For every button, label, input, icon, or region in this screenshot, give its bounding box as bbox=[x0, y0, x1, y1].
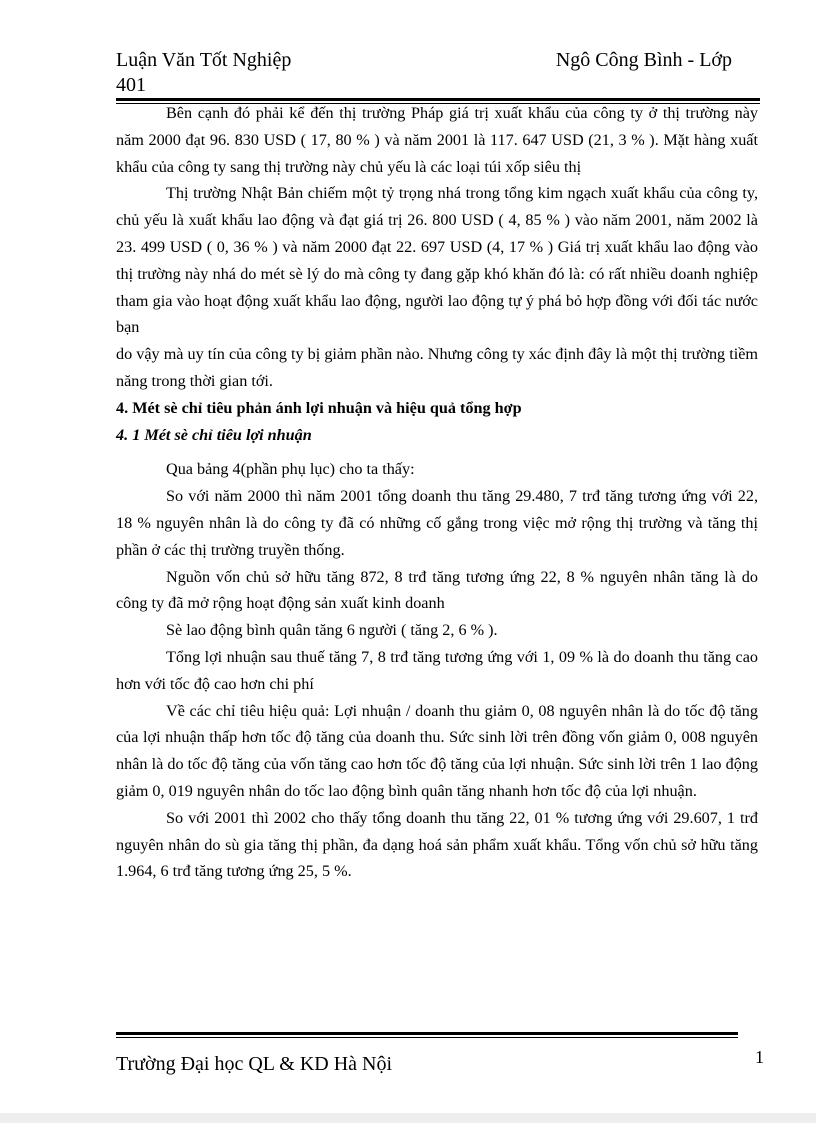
header-title: Luận Văn Tốt Nghiệp bbox=[116, 49, 292, 71]
document-body bbox=[116, 100, 758, 885]
paragraph-japan-market: Thị trường Nhật Bản chiếm một tỷ trọng nhá trong tổng kim ngạch xuất khẩu của công ty, chủ yếu là xuất khẩu lao động và đạt giá trị 26. 800 USD ( 4, 85 % ) vào năm 2001, năm 2002 là 23. 499 USD ( 0, 36 % ) và năm 2000 đạt 22. 697 USD (4, 17 % ) Giá trị xuất khẩu lao động vào thị trường này nhá do mét sè lý do mà công ty đang gặp khó khăn đó là: có rất nhiều doanh nghiệp tham gia vào hoạt động xuất khẩu lao động, người lao động tự ý phá bỏ hợp đồng với đối tác nước bạn bbox=[116, 184, 758, 337]
page-bottom-margin bbox=[0, 1113, 816, 1123]
paragraph-efficiency: Về các chỉ tiêu hiệu quả: Lợi nhuận / doanh thu giảm 0, 08 nguyên nhân là do tốc độ tăng của lợi nhuận thấp hơn tốc độ tăng của doanh thu. Sức sinh lời trên đồng vốn giảm 0, 008 nguyên nhân là do tốc độ tăng của vốn tăng cao hơn tốc độ tăng của lợi nhuận. Sức sinh lời trên 1 lao động giảm 0, 019 nguyên nhân do tốc lao động bình quân tăng nhanh hơn tốc độ của lợi nhuận. bbox=[116, 701, 758, 800]
paragraph-france-market: Bên cạnh đó phải kể đến thị trường Pháp giá trị xuất khẩu của công ty ở thị trường này năm 2000 đạt 96. 830 USD ( 17, 80 % ) và năm 2001 là 117. 647 USD (21, 3 % ). Mặt hàng xuất khẩu của công ty sang thị trường này chủ yếu là các loại túi xốp siêu thị bbox=[116, 104, 758, 176]
header-author: Ngô Công Bình - Lớp bbox=[555, 49, 732, 71]
paragraph-japan-continuation: do vậy mà uy tín của công ty bị giảm phần nào. Nhưng công ty xác định đây là một thị trường tiềm năng trong thời gian tới. bbox=[116, 345, 758, 390]
paragraph-profit: Tổng lợi nhuận sau thuế tăng 7, 8 trđ tăng tương ứng với 1, 09 % là do doanh thu tăng cao hơn với tốc độ cao hơn chi phí bbox=[116, 647, 758, 693]
paragraph-labor: Sè lao động bình quân tăng 6 người ( tăng 2, 6 % ). bbox=[166, 621, 498, 640]
subsection-heading: 4. 1 Mét sè chỉ tiêu lợi nhuận bbox=[116, 425, 312, 444]
paragraph-revenue: So với năm 2000 thì năm 2001 tổng doanh thu tăng 29.480, 7 trđ tăng tương ứng với 22, 18 % nguyên nhân là do công ty đã có những cố gắng trong việc mở rộng thị trường và tăng thị phần ở các thị trường truyền thống. bbox=[116, 487, 758, 559]
paragraph-equity: Nguồn vốn chủ sở hữu tăng 872, 8 trđ tăng tương ứng 22, 8 % nguyên nhân tăng là do công ty đã mở rộng hoạt động sản xuất kinh doanh bbox=[116, 567, 758, 613]
page-number: 1 bbox=[755, 1047, 764, 1067]
footer-rule-thin bbox=[116, 1037, 738, 1038]
section-heading: 4. Mét sè chỉ tiêu phản ánh lợi nhuận và hiệu quả tổng hợp bbox=[116, 398, 522, 417]
footer-school-name: Trường Đại học QL & KD Hà Nội bbox=[116, 1053, 393, 1075]
paragraph-2002-comparison: So với 2001 thì 2002 cho thấy tổng doanh thu tăng 22, 01 % tương ứng với 29.607, 1 trđ nguyên nhân do sù gia tăng thị phần, đa dạng hoá sản phẩm xuất khẩu. Tổng vốn chủ sở hữu tăng 1.964, 6 trđ tăng tương ứng 25, 5 %. bbox=[116, 808, 758, 881]
header-class-number: 401 bbox=[116, 74, 146, 96]
paragraph-intro: Qua bảng 4(phần phụ lục) cho ta thấy: bbox=[166, 460, 415, 479]
footer-rule-thick bbox=[116, 1032, 738, 1035]
